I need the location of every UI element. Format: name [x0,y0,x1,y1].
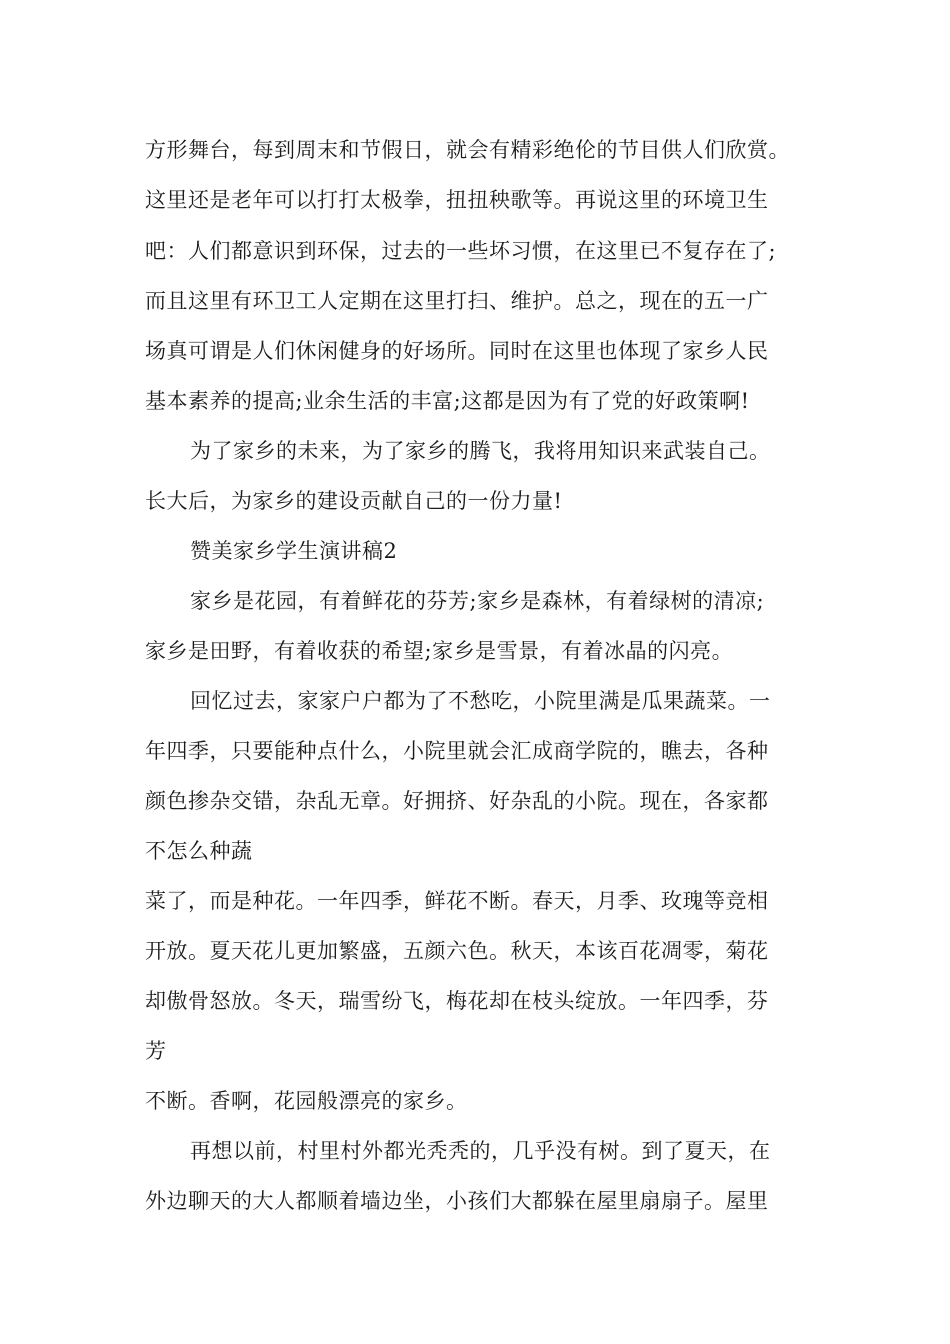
text-line: 不断。香啊，花园般漂亮的家乡。 [145,1089,468,1113]
text-line: 这里还是老年可以打打太极拳，扭扭秧歌等。再说这里的环境卫生 [145,188,769,212]
text-line: 年四季，只要能种点什么，小院里就会汇成商学院的，瞧去，各种 [145,739,769,763]
text-line: 而且这里有环卫工人定期在这里打扫、维护。总之，现在的五一广 [145,289,769,313]
text-line: 家乡是田野，有着收获的希望;家乡是雪景，有着冰晶的闪亮。 [145,639,734,663]
text-line: 基本素养的提高;业余生活的丰富;这都是因为有了党的好政策啊! [145,389,750,413]
section-heading: 赞美家乡学生演讲稿2 [190,539,398,563]
paragraph-first-line: 家乡是花园，有着鲜花的芬芳;家乡是森林，有着绿树的清凉; [190,589,765,613]
text-line: 芳 [145,1039,167,1063]
text-line: 开放。夏天花儿更加繁盛，五颜六色。秋天，本该百花凋零，菊花 [145,939,769,963]
paragraph-first-line: 再想以前，村里村外都光秃秃的，几乎没有树。到了夏天，在 [190,1139,771,1163]
text-line: 场真可谓是人们休闲健身的好场所。同时在这里也体现了家乡人民 [145,339,769,363]
text-line: 颜色掺杂交错，杂乱无章。好拥挤、好杂乱的小院。现在，各家都 [145,789,769,813]
paragraph-first-line: 为了家乡的未来，为了家乡的腾飞，我将用知识来武装自己。 [190,439,771,463]
text-line: 外边聊天的大人都顺着墙边坐，小孩们大都躲在屋里扇扇子。屋里 [145,1189,769,1213]
text-line: 不怎么种蔬 [145,839,253,863]
text-line: 菜了，而是种花。一年四季，鲜花不断。春天，月季、玫瑰等竞相 [145,889,769,913]
text-line: 吧：人们都意识到环保，过去的一些坏习惯，在这里已不复存在了; [145,239,777,263]
text-line: 长大后，为家乡的建设贡献自己的一份力量! [145,489,563,513]
text-line: 却傲骨怒放。冬天，瑞雪纷飞，梅花却在枝头绽放。一年四季，芬 [145,989,769,1013]
paragraph-first-line: 回忆过去，家家户户都为了不愁吃，小院里满是瓜果蔬菜。一 [190,689,771,713]
text-line: 方形舞台，每到周末和节假日，就会有精彩绝伦的节目供人们欣赏。 [145,138,790,162]
